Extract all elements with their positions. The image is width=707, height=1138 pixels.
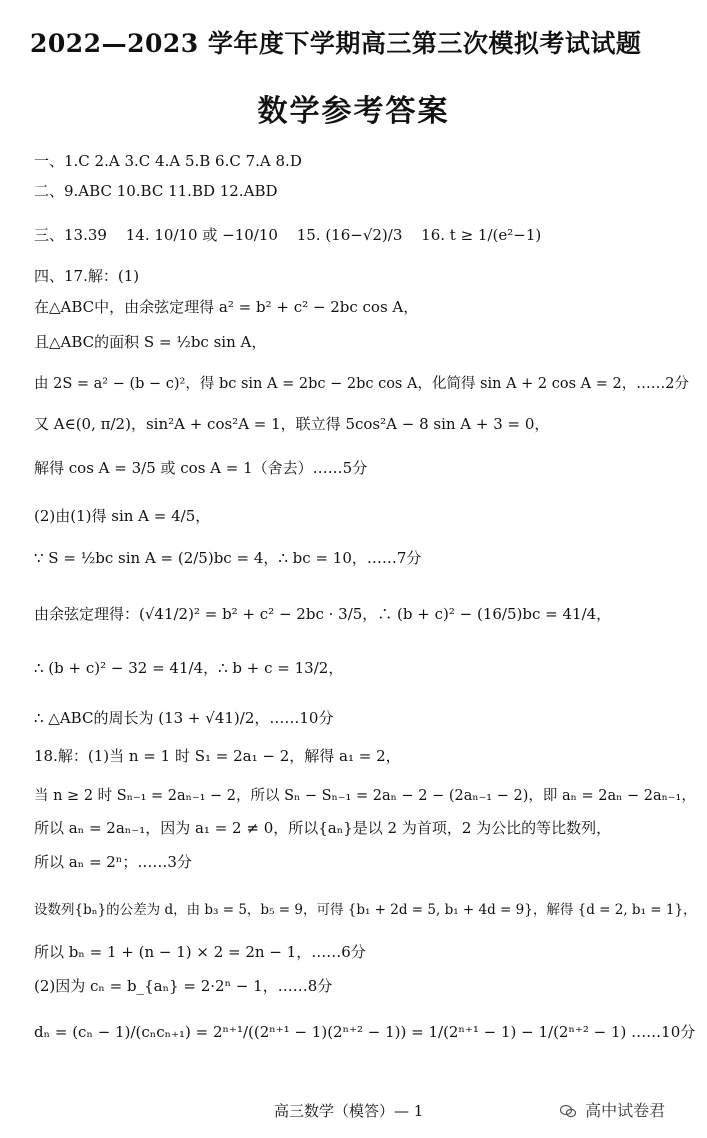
solution-17-line: 且△ABC的面积 S = ½bc sin A，: [34, 333, 267, 351]
solution-18-line: dₙ = (cₙ − 1)/(cₙcₙ₊₁) = 2ⁿ⁺¹/((2ⁿ⁺¹ − 1)(2ⁿ⁺² − 1)) = 1/(2ⁿ⁺¹ − 1) − 1/(2ⁿ⁺² − 1) ……10分: [34, 1023, 696, 1041]
fill-answer-16: 16. t ≥ 1/(e²−1): [421, 226, 542, 244]
solution-18-line: (2)因为 cₙ = b_{aₙ} = 2·2ⁿ − 1，……8分: [34, 977, 333, 995]
solution-17-line: 由 2S = a² − (b − c)²，得 bc sin A = 2bc − 2bc cos A，化简得 sin A + 2 cos A = 2，……2分: [34, 376, 689, 392]
solution-18-line: 所以 aₙ = 2aₙ₋₁，因为 a₁ = 2 ≠ 0，所以{aₙ}是以 2 为首项，2 为公比的等比数列，: [34, 819, 612, 837]
solution-17-line: 又 A∈(0, π/2)，sin²A + cos²A = 1，联立得 5cos²A − 8 sin A + 3 = 0，: [34, 415, 550, 433]
fill-answer-14: 14. 10/10 或 −10/10: [125, 226, 278, 244]
fill-blank-answers: [34, 225, 541, 245]
solution-17-line: 四、17.解：(1): [34, 267, 140, 285]
exam-title: 2022—2023 学年度下学期高三第三次模拟考试试题: [30, 29, 642, 58]
solution-18-line: 当 n ≥ 2 时 Sₙ₋₁ = 2aₙ₋₁ − 2，所以 Sₙ − Sₙ₋₁ = 2aₙ − 2 − (2aₙ₋₁ − 2)，即 aₙ = 2aₙ − 2aₙ₋₁，: [34, 788, 696, 804]
solution-18-line: 所以 aₙ = 2ⁿ；……3分: [34, 853, 192, 871]
solution-18-line: 设数列{bₙ}的公差为 d，由 b₃ = 5，b₅ = 9，可得 {b₁ + 2d = 5, b₁ + 4d = 9}，解得 {d = 2, b₁ = 1}，: [34, 902, 697, 918]
watermark-text: 高中试卷君: [585, 1101, 666, 1120]
wechat-icon: [560, 1103, 576, 1117]
fill-answer-15: 15. (16−√2)/3: [296, 226, 403, 244]
multiple-choice-answers: 二、9.ABC 10.BC 11.BD 12.ABD: [34, 182, 278, 200]
solution-17-line: ∵ S = ½bc sin A = (2/5)bc = 4，∴ bc = 10，……7分: [34, 549, 422, 567]
solution-17-line: ∴ △ABC的周长为 (13 + √41)/2，……10分: [34, 709, 334, 727]
solution-18-line: 18.解：(1)当 n = 1 时 S₁ = 2a₁ − 2，解得 a₁ = 2，: [34, 747, 401, 765]
page-footer: 高三数学（模答）— 1: [274, 1102, 424, 1120]
solution-18-line: 所以 bₙ = 1 + (n − 1) × 2 = 2n − 1，……6分: [34, 943, 366, 961]
solution-17-line: 由余弦定理得：(√41/2)² = b² + c² − 2bc · 3/5，∴ (b + c)² − (16/5)bc = 41/4，: [34, 605, 612, 623]
solution-17-line: 解得 cos A = 3/5 或 cos A = 1（舍去）……5分: [34, 459, 368, 477]
page-subtitle: 数学参考答案: [257, 94, 450, 129]
solution-17-line: 在△ABC中，由余弦定理得 a² = b² + c² − 2bc cos A，: [34, 298, 419, 316]
single-choice-answers: 一、1.C 2.A 3.C 4.A 5.B 6.C 7.A 8.D: [34, 152, 302, 170]
watermark: [560, 1098, 665, 1121]
fill-answer-13: 三、13.39: [34, 226, 107, 244]
solution-17-line: ∴ (b + c)² − 32 = 41/4，∴ b + c = 13/2，: [34, 659, 344, 677]
solution-17-line: (2)由(1)得 sin A = 4/5，: [34, 507, 211, 525]
